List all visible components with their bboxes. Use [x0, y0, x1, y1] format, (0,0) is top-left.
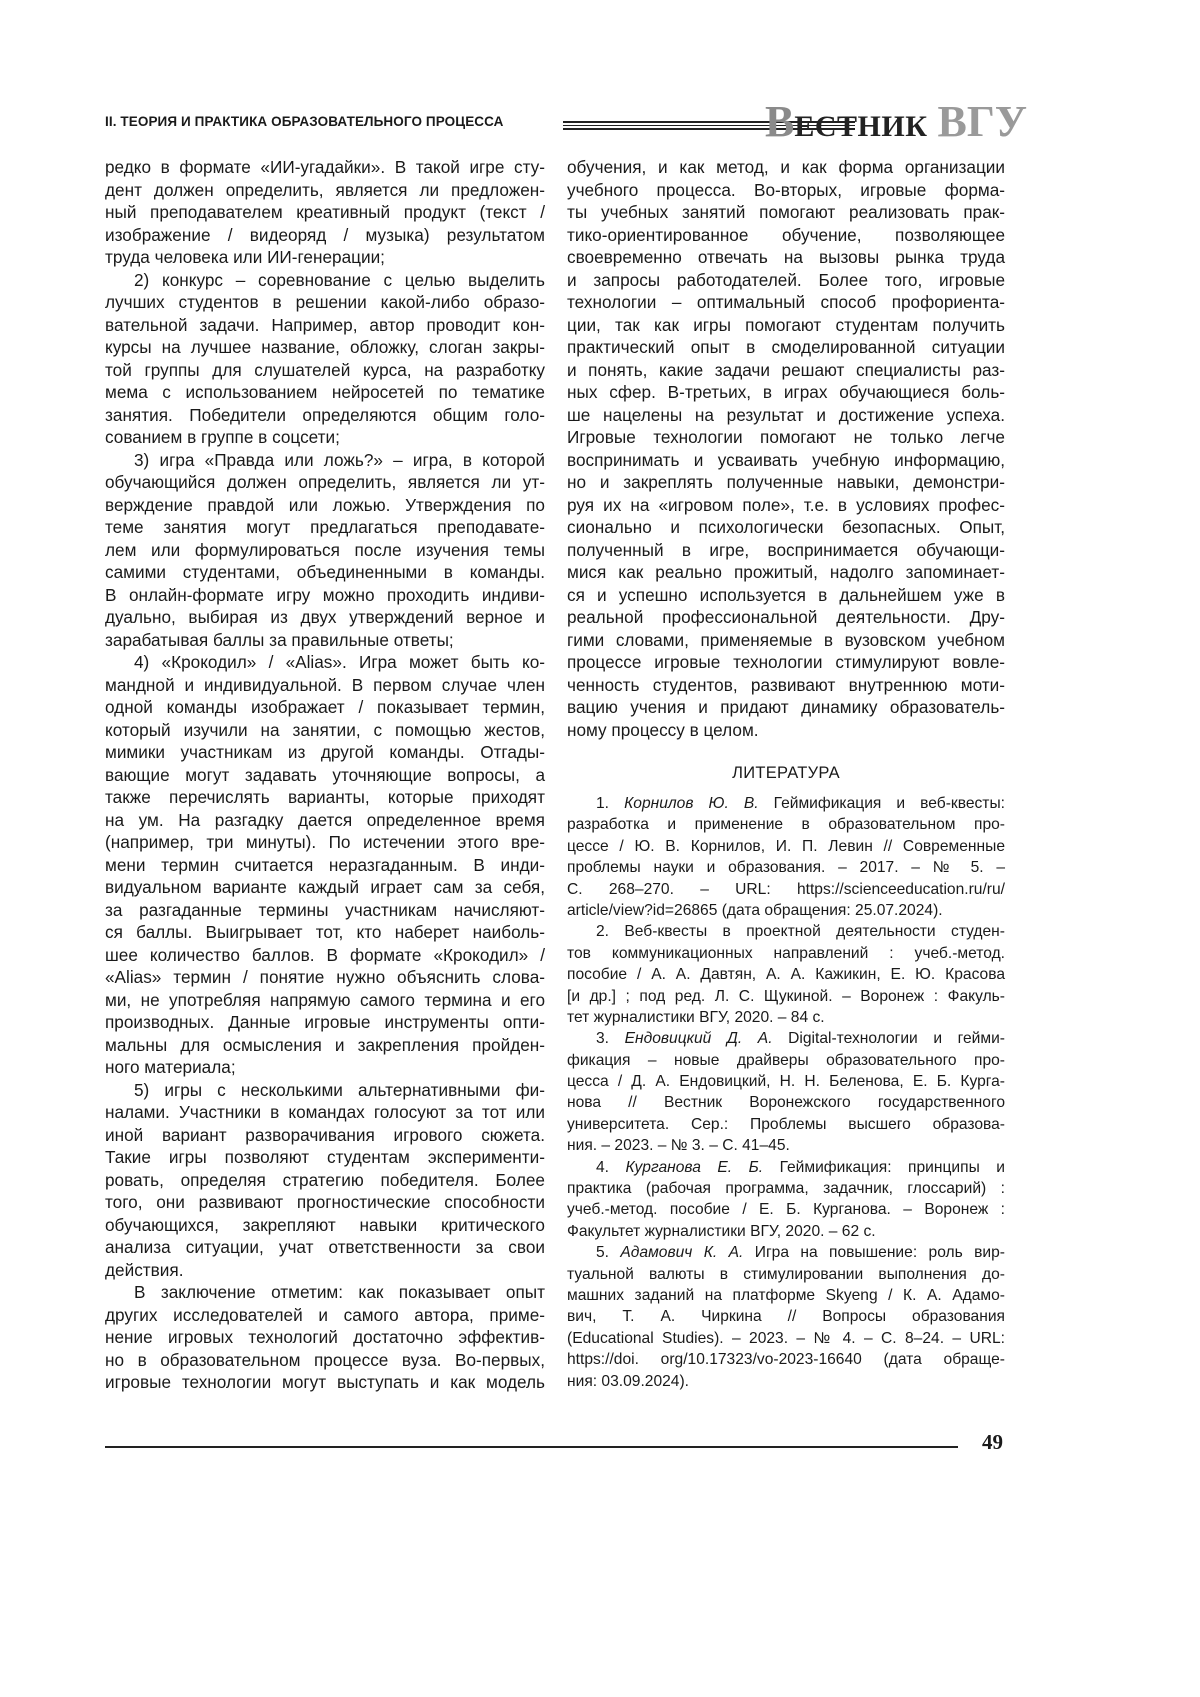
- text-line: труда человека или ИИ-генерации;: [105, 246, 545, 269]
- reference-author: Корнилов Ю. В.: [624, 795, 759, 812]
- text-line: той группы для слушателей курса, на разработку: [105, 359, 545, 382]
- text-line: учебного процесса. Во-вторых, игровые форма-: [567, 179, 1005, 202]
- reference-line: article/view?id=26865 (дата обращения: 25.07.2024).: [567, 900, 1005, 921]
- text-line: ченность студентов, развивают внутреннюю моти-: [567, 674, 1005, 697]
- text-line: практический опыт в смоделированной ситуации: [567, 336, 1005, 359]
- journal-logo: [765, 96, 1027, 147]
- text-line: ся баллы. Выигрывает тот, кто наберет наиболь-: [105, 921, 545, 944]
- reference-text: Геймификация: принципы и: [780, 1159, 1005, 1176]
- text-line: сованием в группе в соцсети;: [105, 426, 545, 449]
- reference-line: ния: 03.09.2024).: [567, 1371, 1005, 1392]
- text-line: лучших студентов в решении какой-либо образо-: [105, 291, 545, 314]
- text-line: того, они развивают прогностические способности: [105, 1191, 545, 1214]
- reference-line: ния. – 2023. – № 3. – С. 41–45.: [567, 1135, 1005, 1156]
- text-line: сионально и психологически безопасных. Опыт,: [567, 516, 1005, 539]
- text-line: руя их на «игровом поле», т.е. в условиях профес-: [567, 494, 1005, 517]
- text-line: лем или формулироваться после изучения темы: [105, 539, 545, 562]
- text-line: 5) игры с несколькими альтернативными фи-: [105, 1079, 545, 1102]
- reference-text: Игра на повышение: роль вир-: [755, 1244, 1005, 1261]
- reference-line: разработка и применение в образовательном про-: [567, 814, 1005, 835]
- text-line: полученный в игре, воспринимается обучающи-: [567, 539, 1005, 562]
- text-line: процессе игровые технологии стимулируют вовле-: [567, 651, 1005, 674]
- text-line: игровые технологии могут выступать и как модель: [105, 1371, 545, 1394]
- text-line: анализа ситуации, учат ответственности за свои: [105, 1236, 545, 1259]
- text-line: зарабатывая баллы за правильные ответы;: [105, 629, 545, 652]
- text-line: одной команды изображает / показывает термин,: [105, 696, 545, 719]
- logo-rest: ЕСТНИК: [794, 110, 927, 143]
- reference-line: цесса / Д. А. Ендовицкий, Н. Н. Беленова, Е. Б. Курга-: [567, 1071, 1005, 1092]
- right-column-body: [567, 156, 1005, 741]
- text-line: но в образовательном процессе вуза. Во-первых,: [105, 1349, 545, 1372]
- text-line: дент должен определить, является ли предложен-: [105, 179, 545, 202]
- logo-vgu: ВГУ: [937, 97, 1027, 146]
- reference-item: [567, 921, 1005, 1028]
- text-line: Такие игры позволяют студентам эксперименти-: [105, 1146, 545, 1169]
- reference-number: 1.: [596, 795, 609, 812]
- text-line: и понять, какие задачи решают специалисты раз-: [567, 359, 1005, 382]
- reference-list: [567, 793, 1005, 1392]
- text-line: технологии – оптимальный способ профориента-: [567, 291, 1005, 314]
- text-line: реальной профессиональной деятельности. Дру-: [567, 606, 1005, 629]
- reference-number: 3.: [596, 1030, 609, 1047]
- reference-line: практика (рабочая программа, задачник, глоссарий) :: [567, 1178, 1005, 1199]
- reference-line: (Educational Studies). – 2023. – № 4. – С. 8–24. – URL:: [567, 1328, 1005, 1349]
- footer-rule: [105, 1446, 958, 1448]
- text-line: вающие могут задавать уточняющие вопросы, а: [105, 764, 545, 787]
- text-line: самими студентами, объединенными в команды.: [105, 561, 545, 584]
- text-line: Игровые технологии помогают не только легче: [567, 426, 1005, 449]
- reference-item: [567, 1242, 1005, 1392]
- reference-item: [567, 1157, 1005, 1243]
- text-line: шее количество баллов. В формате «Крокодил» /: [105, 944, 545, 967]
- text-line: и запросы работодателей. Более того, игровые: [567, 269, 1005, 292]
- text-line: теме занятия могут предлагаться преподавате-: [105, 516, 545, 539]
- text-line: воспринимать и усваивать учебную информацию,: [567, 449, 1005, 472]
- reference-line: вич, Т. А. Чиркина // Вопросы образования: [567, 1306, 1005, 1327]
- text-line: обучения, и как метод, и как форма организации: [567, 156, 1005, 179]
- reference-line: [567, 1242, 1005, 1263]
- reference-line: цессе / Ю. В. Корнилов, И. П. Левин // Современные: [567, 836, 1005, 857]
- text-line: тико-ориентированное обучение, позволяющее: [567, 224, 1005, 247]
- text-line: мимики участникам из другой команды. Отгады-: [105, 741, 545, 764]
- text-line: нение игровых технологий достаточно эффектив-: [105, 1326, 545, 1349]
- text-line: мандной и индивидуальной. В первом случае член: [105, 674, 545, 697]
- text-line: обучающийся должен определить, является ли ут-: [105, 471, 545, 494]
- running-header: [105, 96, 1020, 146]
- reference-text: Digital-технологии и гейми-: [788, 1030, 1005, 1047]
- reference-author: Курганова Е. Б.: [626, 1159, 764, 1176]
- text-line: ше нацелены на результат и достижение успеха.: [567, 404, 1005, 427]
- reference-author: Ендовицкий Д. А.: [625, 1030, 773, 1047]
- reference-line: пособие / А. А. Давтян, А. А. Кажикин, Е. Ю. Красова: [567, 964, 1005, 985]
- text-line: на ум. На разгадку дается определенное время: [105, 809, 545, 832]
- text-line: 3) игра «Правда или ложь?» – игра, в которой: [105, 449, 545, 472]
- left-column: [105, 156, 545, 1394]
- reference-line: машних заданий на платформе Skyeng / К. А. Адамо-: [567, 1285, 1005, 1306]
- text-line: мема с использованием нейросетей по тематике: [105, 381, 545, 404]
- reference-line: тов коммуникационных направлений : учеб.-метод.: [567, 943, 1005, 964]
- paragraph: [105, 1281, 545, 1394]
- reference-line: Факультет журналистики ВГУ, 2020. – 62 с.: [567, 1221, 1005, 1242]
- reference-item: [567, 793, 1005, 921]
- text-line: ми, не употребляя напрямую самого термина и его: [105, 989, 545, 1012]
- reference-line: проблемы науки и образования. – 2017. – № 5. –: [567, 857, 1005, 878]
- reference-line: С. 268–270. – URL: https://scienceeducation.ru/ru/: [567, 879, 1005, 900]
- text-line: редко в формате «ИИ-угадайки». В такой игре сту-: [105, 156, 545, 179]
- text-line: В онлайн-формате игру можно проходить индиви-: [105, 584, 545, 607]
- text-line: также перечислять варианты, которые приходят: [105, 786, 545, 809]
- text-line: ровать, определяя стратегию победителя. Более: [105, 1169, 545, 1192]
- text-line: мени термин считается неразгаданным. В инди-: [105, 854, 545, 877]
- reference-item: [567, 1028, 1005, 1156]
- text-line: за разгаданные термины участникам начисляют-: [105, 899, 545, 922]
- paragraph: [105, 269, 545, 449]
- paragraph: [105, 1079, 545, 1282]
- text-line: ты учебных занятий помогают реализовать прак-: [567, 201, 1005, 224]
- text-line: 4) «Крокодил» / «Alias». Игра может быть ко-: [105, 651, 545, 674]
- reference-text: Веб-квесты в проектной деятельности студен-: [624, 923, 1005, 940]
- reference-text: Геймификация и веб-квесты:: [774, 795, 1005, 812]
- text-line: вацию учения и придают динамику образователь-: [567, 696, 1005, 719]
- text-line: мальны для осмысления и закрепления пройден-: [105, 1034, 545, 1057]
- text-line: других исследователей и самого автора, приме-: [105, 1304, 545, 1327]
- paragraph: [105, 449, 545, 652]
- text-line: 2) конкурс – соревнование с целью выделить: [105, 269, 545, 292]
- paragraph: [567, 156, 1005, 741]
- text-line: обучающихся, закрепляют навыки критического: [105, 1214, 545, 1237]
- text-line: но и закреплять полученные навыки, демонстри-: [567, 471, 1005, 494]
- paragraph: [105, 651, 545, 1079]
- text-line: ных сфер. В-третьих, в играх обучающиеся боль-: [567, 381, 1005, 404]
- text-line: ся и успешно используется в дальнейшем уже в: [567, 584, 1005, 607]
- text-line: дуально, выбирая из двух утверждений верное и: [105, 606, 545, 629]
- reference-line: https://doi. org/10.17323/vo-2023-16640 (дата обраще-: [567, 1349, 1005, 1370]
- paragraph: [105, 156, 545, 269]
- reference-number: 4.: [596, 1159, 609, 1176]
- text-line: производных. Данные игровые инструменты опти-: [105, 1011, 545, 1034]
- reference-line: нова // Вестник Воронежского государственного: [567, 1092, 1005, 1113]
- reference-line: университета. Сер.: Проблемы высшего образова-: [567, 1114, 1005, 1135]
- right-column: [567, 156, 1005, 1392]
- text-line: занятия. Победители определяются общим голо-: [105, 404, 545, 427]
- page-number: 49: [982, 1430, 1003, 1455]
- text-line: В заключение отметим: как показывает опыт: [105, 1281, 545, 1304]
- text-line: налами. Участники в командах голосуют за тот или: [105, 1101, 545, 1124]
- reference-line: [567, 793, 1005, 814]
- reference-number: 2.: [596, 923, 609, 940]
- text-line: верждение правдой или ложью. Утверждения по: [105, 494, 545, 517]
- text-line: ции, так как игры помогают студентам получить: [567, 314, 1005, 337]
- logo-initial: В: [765, 97, 794, 146]
- reference-line: учеб.-метод. пособие / Е. Б. Курганова. – Воронеж :: [567, 1199, 1005, 1220]
- reference-line: тет журналистики ВГУ, 2020. – 84 с.: [567, 1007, 1005, 1028]
- reference-line: [567, 1028, 1005, 1049]
- text-line: действия.: [105, 1259, 545, 1282]
- reference-line: туальной валюты в стимулировании выполнения до-: [567, 1264, 1005, 1285]
- text-line: (например, три минуты). По истечении этого вре-: [105, 831, 545, 854]
- text-line: мися как реально прожитый, надолго запоминает-: [567, 561, 1005, 584]
- text-line: иной вариант разворачивания игрового сюжета.: [105, 1124, 545, 1147]
- reference-number: 5.: [596, 1244, 609, 1261]
- text-line: видуальном варианте каждый играет сам за себя,: [105, 876, 545, 899]
- text-line: изображение / видеоряд / музыка) результатом: [105, 224, 545, 247]
- reference-line: [567, 921, 1005, 942]
- text-line: ному процессу в целом.: [567, 719, 1005, 742]
- reference-line: [567, 1157, 1005, 1178]
- text-line: своевременно отвечать на вызовы рынка труда: [567, 246, 1005, 269]
- reference-line: [и др.] ; под ред. Л. С. Щукиной. – Воронеж : Факуль-: [567, 986, 1005, 1007]
- text-line: который изучили на занятии, с помощью жестов,: [105, 719, 545, 742]
- section-title: II. ТЕОРИЯ И ПРАКТИКА ОБРАЗОВАТЕЛЬНОГО ПРОЦЕССА: [105, 114, 504, 129]
- reference-author: Адамович К. А.: [620, 1244, 743, 1261]
- text-line: ный преподавателем креативный продукт (текст /: [105, 201, 545, 224]
- text-line: вательной задачи. Например, автор проводит кон-: [105, 314, 545, 337]
- literature-heading: ЛИТЕРАТУРА: [567, 761, 1005, 785]
- text-line: «Alias» термин / понятие нужно объяснить слова-: [105, 966, 545, 989]
- reference-line: фикация – новые драйверы образовательного про-: [567, 1050, 1005, 1071]
- text-line: курсы на лучшее название, обложку, слоган закры-: [105, 336, 545, 359]
- text-line: ного материала;: [105, 1056, 545, 1079]
- text-line: гими словами, применяемые в вузовском учебном: [567, 629, 1005, 652]
